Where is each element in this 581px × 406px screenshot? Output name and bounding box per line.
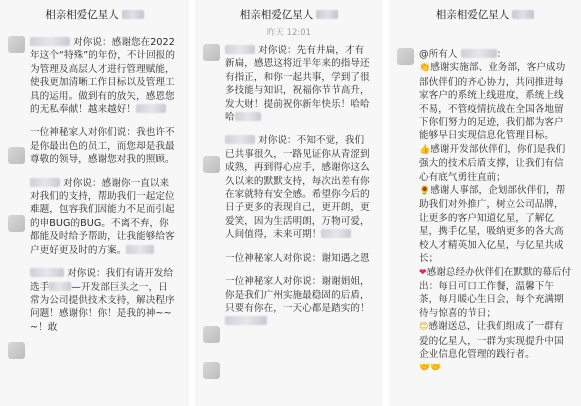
chat-header bbox=[0, 0, 189, 30]
member-count-masked bbox=[316, 10, 338, 19]
message-text: 对你说：感谢您在2022年这个“特殊”的年份，不计回报的为管理及高层人才进行管理赋能，使我更加清晰工作目标以及管理工具的运用。做到有的放矢，感恩您的无私奉献！越来越好！ bbox=[30, 37, 176, 116]
thumbs-up-icon: 👍 bbox=[419, 144, 431, 155]
masked-signature bbox=[321, 229, 351, 238]
masked-signature bbox=[126, 245, 154, 254]
message-text: ： bbox=[496, 49, 507, 60]
masked-name bbox=[225, 135, 255, 144]
clap-icon: 👏 bbox=[419, 63, 431, 74]
message-text: 感谢开发部伙伴们，你们是我们强大的技术后盾支撑，让我们有信心有底气勇往直前； bbox=[419, 143, 566, 183]
message-text: 一位神秘家人对你们说：我也许不是你最出色的员工，而您却是我最尊敬的领导，感谢您对我的照顾。 bbox=[30, 127, 175, 166]
flower-icon: 🌻 bbox=[419, 186, 431, 197]
smile-icon: 😊 bbox=[419, 322, 429, 333]
message-list[interactable] bbox=[0, 30, 189, 334]
message-text: 一位神秘家人对你说：谢谢娟姐，你是我们广州实施最稳固的后盾，只要有你在，一天心都是踏实的！ bbox=[225, 276, 370, 314]
chat-title: 相亲相爱亿星人 bbox=[435, 9, 510, 21]
message-text: 感谢人事部，企划部伙伴们，帮助我们对外推广，树立公司品牌，让更多的客户知道亿星，了解亿星，携手亿星，吸纳更多的各大高校人才精英加入亿星，与亿星共成长； bbox=[419, 185, 566, 265]
message bbox=[30, 126, 177, 166]
avatar bbox=[8, 342, 25, 359]
avatar bbox=[203, 362, 220, 379]
chat-header bbox=[389, 0, 581, 30]
member-count-masked bbox=[512, 10, 534, 19]
masked-name bbox=[461, 49, 497, 58]
masked-signature bbox=[225, 316, 267, 325]
message bbox=[419, 48, 573, 376]
message-text: —开发部巨头之一，日常为公司提供技术支持，解决程序问题！感谢你！你！是我的神~~~！敢 bbox=[30, 281, 175, 333]
message-text: 对你说：先有井扁，才有新扁，感恩这将近半年来的指导还有指正，和你一起共事，学到了很多技能与知识，祝福你节节高升，发大财！提前祝你新年快乐！哈哈哈 bbox=[225, 45, 370, 124]
avatar bbox=[203, 44, 220, 61]
avatar bbox=[8, 147, 25, 164]
message-text: 感谢实施部、业务部，客户成功部伙伴们的齐心协力，共同推进每家客户的系统上线进度，系统上线不易，不管疫情抗战在全国各地留下你们努力的足迹，我们都为客户能够早日实现信息化管理目标。 bbox=[419, 62, 566, 142]
message-text: 对你说：不知不觉，我们已共事很久，一路见证你从青涩到成熟，再到得心应手，感谢你这么久以来的默默支持，每次出差有你在家就特有安全感。希望你今后的日子更多的表现自己，更开朗，更爱笑，因为生活明朗，万物可爱，人间值得，未来可期！ bbox=[225, 135, 370, 241]
avatar bbox=[397, 48, 414, 65]
message-text: 一位神秘家人对你说：谢知遇之恩 bbox=[225, 252, 370, 264]
avatar bbox=[8, 36, 25, 53]
masked-name bbox=[49, 282, 71, 291]
message-text: 对你说：感谢你一直以来对我们的支持，帮助我们一起定位难题，包容我们因能力不足而引起的申BUG的BUG。不离不弃，你都能及时给予帮助，让我能够给客户更好更及时的方案。 bbox=[30, 177, 175, 256]
masked-signature bbox=[235, 112, 261, 121]
member-count-masked bbox=[122, 10, 144, 19]
chat-panel-left bbox=[0, 0, 189, 406]
message-text: 对你说：我们有请开发给选手 bbox=[30, 268, 174, 293]
chat-panel-right bbox=[389, 0, 581, 406]
message bbox=[225, 134, 371, 241]
avatar bbox=[203, 156, 220, 173]
avatar bbox=[8, 215, 25, 232]
message-list[interactable] bbox=[195, 40, 383, 329]
message bbox=[30, 36, 177, 116]
message bbox=[30, 267, 177, 334]
masked-name bbox=[225, 45, 255, 54]
message-text: 感谢送总，让我们组成了一群有爱的亿星人，一群为实现提升中国企业信息化管理的践行者。 bbox=[419, 321, 564, 360]
masked-name bbox=[30, 37, 70, 46]
chat-title: 相亲相爱亿星人 bbox=[239, 9, 314, 21]
avatar bbox=[203, 326, 220, 343]
message bbox=[225, 44, 371, 124]
chat-title: 相亲相爱亿星人 bbox=[45, 9, 119, 21]
message bbox=[30, 177, 177, 257]
message-text: @所有人 bbox=[419, 49, 461, 60]
message-text: 感谢总经办伙伴们在默默的幕后付出：每日可口工作餐，温馨下午茶，每月暖心生日会，每个充满期待与惊喜的节日； bbox=[419, 266, 572, 319]
chat-panel-middle bbox=[195, 0, 383, 406]
cheer-icon: 🤝🤝 bbox=[419, 363, 442, 374]
heart-icon: ❤ bbox=[419, 267, 427, 278]
masked-signature bbox=[136, 104, 166, 113]
message-list[interactable] bbox=[389, 30, 581, 376]
masked-name bbox=[30, 268, 64, 277]
message bbox=[225, 275, 371, 329]
timestamp: 昨天 12:01 bbox=[266, 28, 312, 38]
masked-name bbox=[30, 178, 60, 187]
message bbox=[225, 252, 371, 265]
